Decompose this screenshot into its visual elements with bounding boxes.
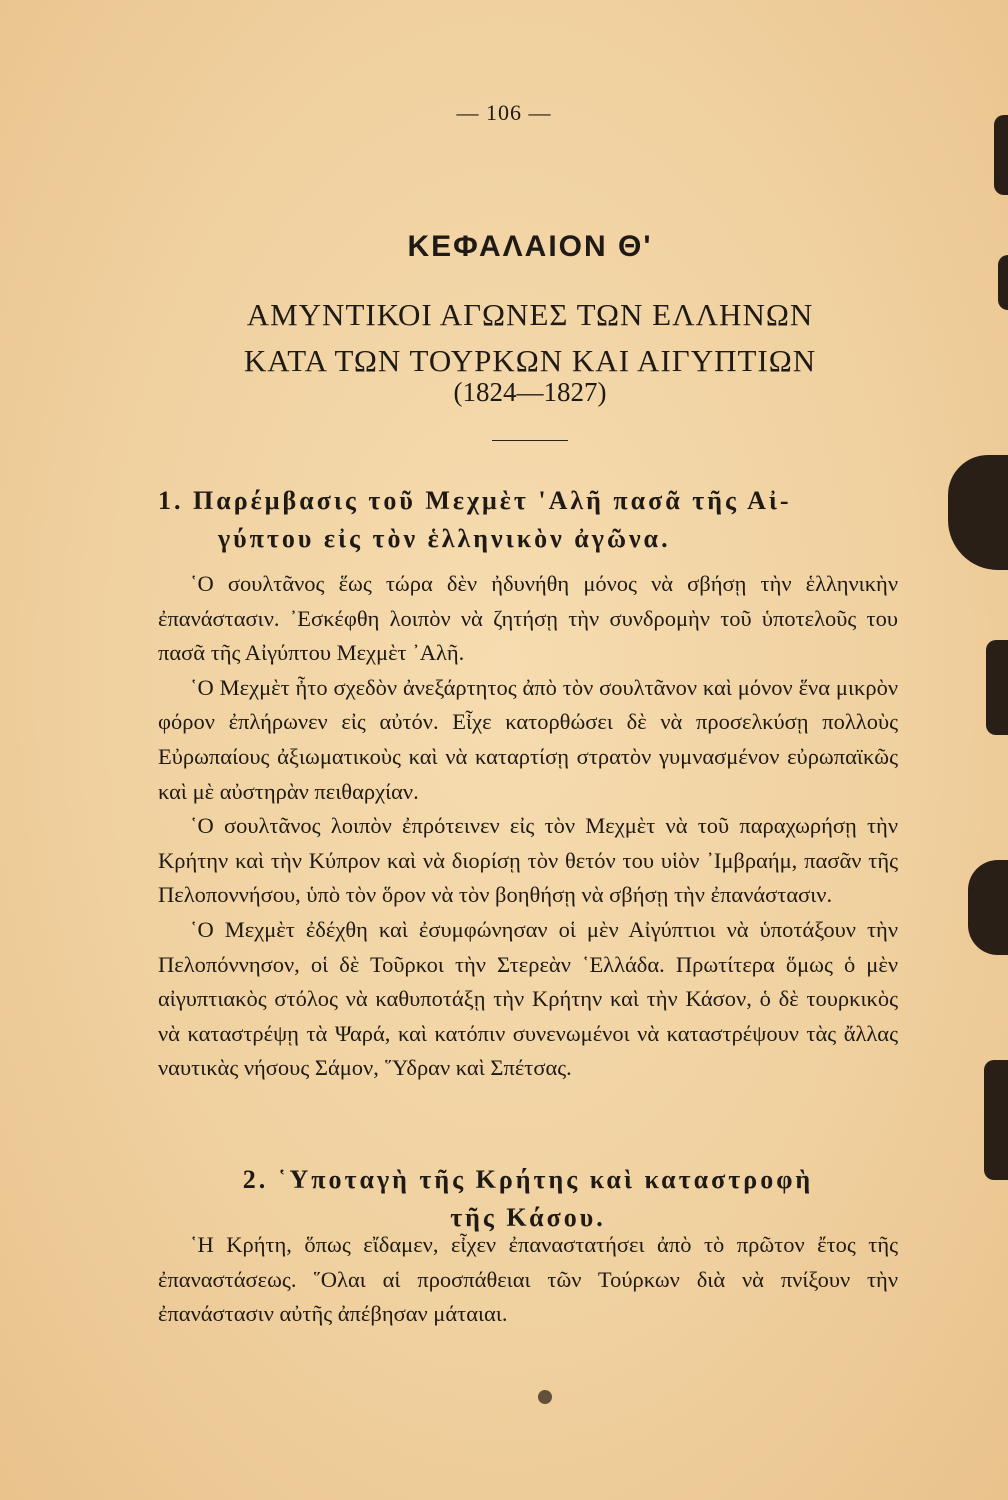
section-1-heading-line-1: 1. Παρέμβασις τοῦ Μεχμὲτ 'Αλῆ πασᾶ τῆς Αἰ-: [158, 486, 792, 515]
page-edge-damage: [986, 640, 1008, 735]
section-1-heading: [158, 482, 918, 558]
paragraph: ῾Ο σουλτᾶνος ἕως τώρα δὲν ἠδυνήθη μόνος νὰ σβήσῃ τὴν ἑλληνικὴν ἐπανάστασιν. ᾿Εσκέφθη λοιπὸν νὰ ζητήσῃ τὴν συνδρομὴν τοῦ ὑποτελοῦς του πασᾶ τῆς Αἰγύπτου Μεχμὲτ ᾿Αλῆ.: [158, 571, 898, 666]
paragraph: ῾Ο σουλτᾶνος λοιπὸν ἐπρότεινεν εἰς τὸν Μεχμὲτ νὰ τοῦ παραχωρήσῃ τὴν Κρήτην καὶ τὴν Κύπρον καὶ νὰ διορίσῃ τὸν θετόν του υἱὸν ᾿Ιμβραήμ, πασᾶν τῆς Πελοποννήσου, ὑπὸ τὸν ὅρον νὰ τὸν βοηθήσῃ νὰ σβήσῃ τὴν ἐπανάστασιν.: [158, 813, 898, 908]
ink-blot-mark: [538, 1390, 552, 1404]
section-2-heading-line-2: τῆς Κάσου.: [450, 1203, 606, 1232]
paragraph: ῾Ο Μεχμὲτ ἦτο σχεδὸν ἀνεξάρτητος ἀπὸ τὸν σουλτᾶνον καὶ μόνον ἕνα μικρὸν φόρον ἐπλήρωνεν εἰς αὐτόν. Εἶχε κατορθώσει δὲ νὰ προσελκύσῃ πολλοὺς Εὐρωπαίους ἀξιωματικοὺς καὶ νὰ καταρτίσῃ στρατὸν γυμνασμένον εὐρωπαϊκῶς καὶ μὲ αὐστηρὰν πειθαρχίαν.: [158, 674, 898, 804]
paragraph: ῾Η Κρήτη, ὅπως εἴδαμεν, εἶχεν ἐπαναστατήσει ἀπὸ τὸ πρῶτον ἔτος τῆς ἐπαναστάσεως. ῞Ολαι αἱ προσπάθειαι τῶν Τούρκων διὰ νὰ πνίξουν τὴν ἐπανάστασιν αὐτῆς ἀπέβησαν μάταιαι.: [158, 1232, 898, 1327]
section-1-heading-line-2: γύπτου εἰς τὸν ἑλληνικὸν ἀγῶνα.: [218, 524, 671, 553]
section-1-body: [158, 567, 898, 1086]
page-edge-damage: [994, 115, 1008, 195]
paragraph: ῾Ο Μεχμὲτ ἐδέχθη καὶ ἐσυμφώνησαν οἱ μὲν Αἰγύπτιοι νὰ ὑποτάξουν τὴν Πελοπόννησον, οἱ δὲ Τοῦρκοι τὴν Στερεὰν ῾Ελλάδα. Πρωτίτερα ὅμως ὁ μὲν αἰγυπτιακὸς στόλος νὰ καθυποτάξῃ τὴν Κρήτην καὶ τὴν Κάσον, ὁ δὲ τουρκικὸς νὰ καταστρέψῃ τὰ Ψαρά, καὶ κατόπιν συνενωμένοι νὰ καταστρέψουν τὰς ἄλλας ναυτικὰς νήσους Σάμον, ῞Υδραν καὶ Σπέτσας.: [158, 916, 898, 1081]
chapter-title: ΚΕΦΑΛΑΙΟΝ Θ': [407, 230, 653, 263]
section-2-body: [158, 1228, 898, 1332]
page-edge-damage: [984, 1060, 1008, 1180]
chapter-years: (1824—1827): [453, 377, 607, 407]
page-edge-damage: [968, 860, 1008, 955]
section-2-heading: [158, 1161, 898, 1237]
chapter-subtitle-line-2: ΚΑΤΑ ΤΩΝ ΤΟΥΡΚΩΝ ΚΑΙ ΑΙΓΥΠΤΙΩΝ: [243, 343, 817, 378]
chapter-subtitle-line-1: ΑΜΥΝΤΙΚΟΙ ΑΓΩΝΕΣ ΤΩΝ ΕΛΛΗΝΩΝ: [246, 297, 814, 332]
divider-rule: [492, 440, 568, 441]
section-2-heading-line-1: 2. ῾Υποταγὴ τῆς Κρήτης καὶ καταστροφὴ: [242, 1165, 814, 1194]
chapter-subtitle: [130, 292, 930, 384]
page-number: — 106 —: [456, 100, 552, 125]
